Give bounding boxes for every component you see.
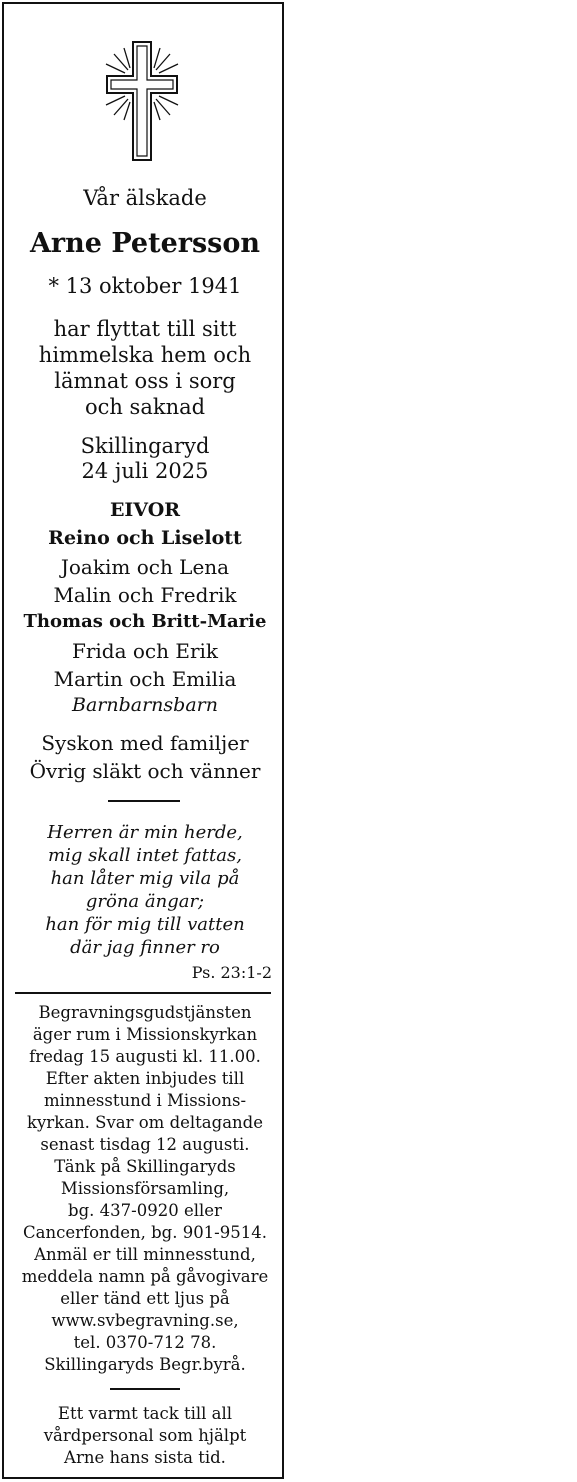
verse-line: mig skall intet fattas,: [48, 845, 242, 866]
funeral-info-line: Cancerfonden, bg. 901-9514.: [22, 1223, 267, 1242]
funeral-info-line: kyrkan. Svar om deltagande: [26, 1113, 263, 1132]
funeral-info-line: Skillingaryds Begr.byrå.: [44, 1355, 246, 1374]
funeral-info-line: Begravningsgudstjänsten: [38, 1003, 252, 1022]
verse-line: gröna ängar;: [85, 891, 205, 912]
mourner-name: Barnbarnsbarn: [72, 694, 218, 716]
verse-line: han för mig till vatten: [45, 914, 245, 935]
message-line: lämnat oss i sorg: [54, 369, 236, 393]
mourner-name: Reino och Liselott: [48, 527, 242, 549]
funeral-info-line: äger rum i Missionskyrkan: [32, 1025, 258, 1044]
obituary-frame: [2, 2, 284, 1479]
funeral-info-line: Anmäl er till minnesstund,: [34, 1245, 256, 1264]
thanks-line: Ett varmt tack till all: [57, 1404, 233, 1423]
divider: [108, 800, 180, 802]
funeral-info-line: Missionsförsamling,: [60, 1179, 230, 1198]
deceased-name: Arne Petersson: [29, 228, 261, 259]
verse-reference: Ps. 23:1-2: [191, 963, 272, 982]
funeral-info-line: tel. 0370-712 78.: [73, 1333, 217, 1352]
funeral-info-line: eller tänd ett ljus på: [60, 1289, 230, 1308]
verse-line: där jag finner ro: [70, 937, 220, 958]
funeral-info-line: senast tisdag 12 augusti.: [40, 1135, 250, 1154]
verse-line: han låter mig vila på: [50, 868, 240, 889]
mourner-name: Malin och Fredrik: [53, 583, 237, 607]
mourner-name: EIVOR: [109, 499, 181, 521]
thanks-line: Arne hans sista tid.: [64, 1448, 226, 1467]
verse-line: Herren är min herde,: [47, 822, 243, 843]
funeral-info-line: Tänk på Skillingaryds: [54, 1157, 236, 1176]
death-date: 24 juli 2025: [81, 459, 209, 483]
family-line: Övrig släkt och vänner: [29, 759, 261, 783]
mourner-name: Frida och Erik: [71, 639, 219, 663]
mourner-name: Thomas och Britt-Marie: [23, 611, 267, 632]
intro-text: Vår älskade: [83, 186, 207, 210]
message-line: himmelska hem och: [38, 343, 252, 367]
funeral-info-line: fredag 15 augusti kl. 11.00.: [29, 1047, 261, 1066]
divider: [110, 1388, 180, 1390]
funeral-info-line: bg. 437-0920 eller: [68, 1201, 222, 1220]
thanks-line: vårdpersonal som hjälpt: [43, 1426, 247, 1445]
message-line: och saknad: [84, 395, 206, 419]
family-line: Syskon med familjer: [41, 731, 249, 755]
divider: [15, 992, 271, 994]
mourner-name: Joakim och Lena: [60, 555, 230, 579]
message-line: har flyttat till sitt: [53, 317, 237, 341]
cross-icon: [98, 36, 188, 166]
funeral-info-line: meddela namn på gåvogivare: [21, 1267, 269, 1286]
funeral-info-line: minnesstund i Missions-: [43, 1091, 247, 1110]
death-place: Skillingaryd: [80, 434, 210, 458]
funeral-info-line: www.svbegravning.se,: [51, 1311, 239, 1330]
birth-date: * 13 oktober 1941: [48, 274, 242, 298]
mourner-name: Martin och Emilia: [53, 667, 237, 691]
funeral-info-line: Efter akten inbjudes till: [45, 1069, 245, 1088]
